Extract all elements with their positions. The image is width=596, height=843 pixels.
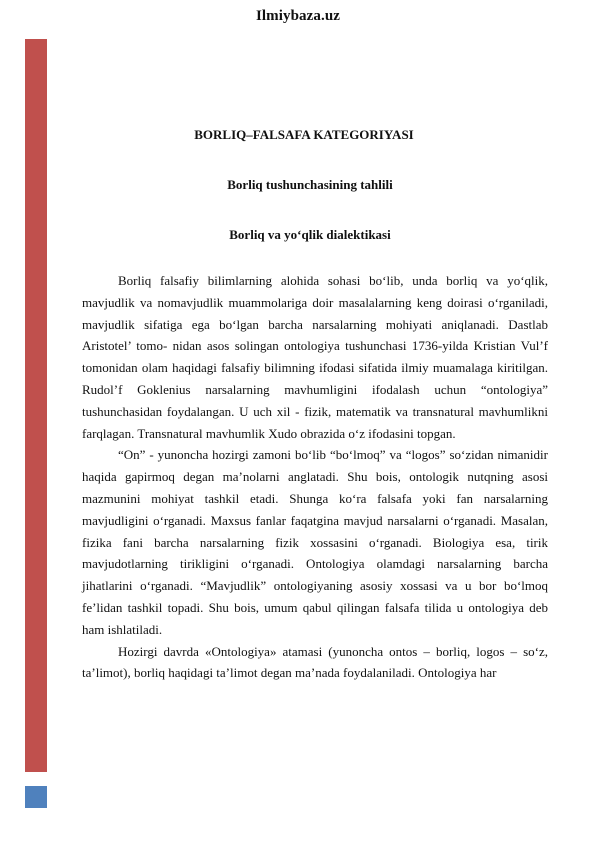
body-paragraph-1: Borliq falsafiy bilimlarning alohida sohasi bo‘lib, unda borliq va yo‘qlik, mavjudlik va nomavjudlik muammolariga doir masalalarning keng doirasi o‘rganiladi, mavjudlik sifatiga ega bo‘lgan barcha narsalarning mohiyati aniqlanadi. Dastlab Aristotel’ tomo- nidan asos solingan ontologiya tushunchasi 1736-yilda Kristian Vul’f tomonidan olam haqidagi falsafiy bilimning ifodasi sifatida ilmiy muamalaga kiritilgan. Rudol’f Goklenius narsalarning mavhumligini ifodalash uchun “ontologiya” tushunchasidan foydalangan. U uch xil - fizik, matematik va transnatural mavhumlikni farqlagan. Transnatural mavhumlik Xudo obrazida o‘z ifodasini topgan. [82,273,548,441]
document-subtitle-analysis: Borliq tushunchasining tahlili [227,177,393,192]
sidebar-red-stripe [25,39,47,772]
sidebar-blue-square [25,786,47,808]
body-paragraph-2: “On” - yunoncha hozirgi zamoni bo‘lib “bo‘lmoq” va “logos” so‘zidan nimanidir haqida gapirmoq degan ma’nolarni anglatadi. Shu bois, ontologik nutqning asosi mazmunini mohiyat tashkil etadi. Shunga ko‘ra falsafa yoki fan narsalarning mavjudligini o‘rganadi. Maxsus fanlar faqatgina mavjud narsalarni o‘rganadi. Masalan, fizika fani barcha narsalarning fizik xossasini o‘rganadi. Biologiya esa, tirik mavjudotlarning tirikligini o‘rganadi. Ontologiya olamdagi narsalarning barcha jihatlarini o‘rganadi. “Mavjudlik” ontologiyaning asosiy xossasi va u bor bo‘lmoq fe’lidan tashkil topadi. Shu bois, umum qabul qilingan falsafa tilida u ontologiya deb ham ishlatiladi. [82,447,548,637]
document-subtitle-dialectics: Borliq va yo‘qlik dialektikasi [229,227,391,242]
document-body [82,270,548,684]
site-header-title: Ilmiybaza.uz [255,8,341,24]
document-title: BORLIQ–FALSAFA KATEGORIYASI [194,127,414,142]
body-paragraph-3: Hozirgi davrda «Ontologiya» atamasi (yunoncha ontos – borliq, logos – so‘z, ta’limot), borliq haqidagi ta’limot degan ma’nada foydalaniladi. Ontologiya har [82,643,548,681]
